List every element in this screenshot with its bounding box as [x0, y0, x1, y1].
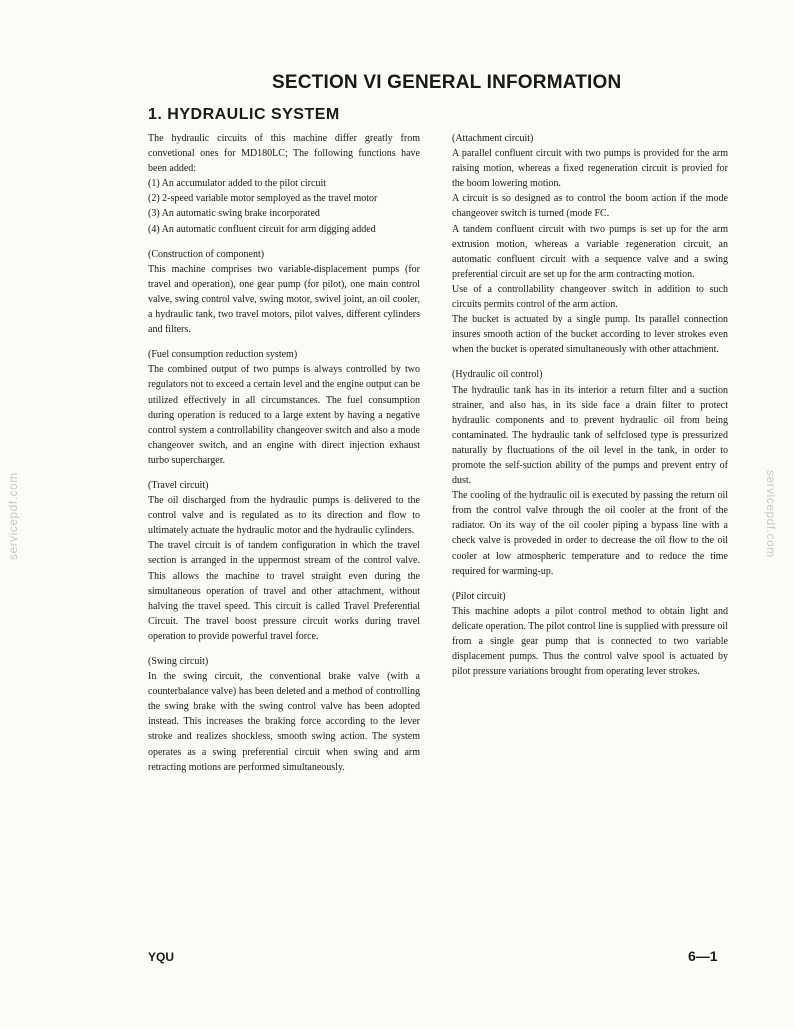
pilot-paragraph: This machine adopts a pilot control method to obtain light and delicate operation. The pilot control line is supplied with pressure oil from a single gear pump that is connected to two variable displacement pumps. Thus the control valve spool is actuated by pilot pressure variations brought from operating lever strokes. [452, 605, 728, 678]
function-list-item: (2) 2-speed variable motor semployed as the travel motor [148, 193, 378, 205]
intro-block [148, 131, 420, 237]
page-title: SECTION VI GENERAL INFORMATION [272, 72, 622, 93]
function-list-item: (4) An automatic confluent circuit for arm digging added [148, 223, 376, 235]
attachment-paragraph-3: A tandem confluent circuit with two pumps is set up for the arm extrusion motion, whereas a variable regeneration circuit, an automatic confluent circuit with a sequence valve and a swing preferential circuit are set up for the arm contracting motion. [452, 223, 728, 280]
attachment-paragraph-5: The bucket is actuated by a single pump. Its parallel connection insures smooth action of the bucket according to lever strokes even when the bucket is operated simultaneously with other attachment. [452, 314, 728, 356]
attachment-block [452, 131, 728, 357]
fuel-block [148, 347, 420, 468]
travel-block [148, 478, 420, 644]
footer-code: YQU [148, 950, 175, 964]
function-list-item: (3) An automatic swing brake incorporated [148, 208, 320, 220]
pilot-heading: (Pilot circuit) [452, 590, 506, 602]
fuel-paragraph: The combined output of two pumps is always controlled by two regulators not to exceed a certain level and the engine output can be utilized effectively in all circumstances. The fuel consumption during operation is reduced to a large extent by having a negative control system a controllability changeover switch and also a mode changeover switch, and an engine with direct injection exhaust turbo supercharger. [148, 364, 420, 466]
construction-block [148, 247, 420, 338]
oil-paragraph-2: The cooling of the hydraulic oil is executed by passing the return oil from the control valve through the oil cooler at the front of the radiator. On its way of the oil cooler piping a bypass line with a check valve is proveded in order to decrease the oil flow to the oil cooler at low atmospheric temperature and to reduce the time required for warming-up. [452, 490, 728, 577]
construction-heading: (Construction of component) [148, 248, 265, 260]
oil-block [452, 367, 728, 578]
attachment-paragraph-1: A parallel confluent circuit with two pumps is provided for the arm raising motion, whereas a fixed regeneration circuit is provied for the boom lowering motion. [452, 148, 728, 190]
intro-paragraph: The hydraulic circuits of this machine differ greatly from convetional ones for MD180LC; The following functions have been added: [148, 133, 420, 175]
watermark-right: servicepdf.com [764, 470, 778, 558]
construction-paragraph: This machine comprises two variable-displacement pumps (for travel and operation), one gear pump (for pilot), one main control valve, swing control valve, swing motor, swivel joint, an oil cooler, a hydraulic tank, two travel motors, pilot valves, different cylinders and filters. [148, 263, 420, 336]
swing-paragraph: In the swing circuit, the conventional brake valve (with a counterbalance valve) has been deleted and a method of controlling the swing brake with the swing control valve has been adopted instead. This increases the braking force according to the lever stroke and realizes shockless, smooth swing action. The system operates as a swing preferential circuit when swing and arm retracting motions are performed simultaneously. [148, 671, 420, 773]
swing-heading: (Swing circuit) [148, 656, 209, 667]
section-heading: 1. HYDRAULIC SYSTEM [148, 106, 340, 123]
attachment-paragraph-2: A circuit is so designed as to control the boom action if the mode changeover switch is turned (mode FC. [452, 193, 728, 220]
watermark-left: servicepdf.com [6, 472, 20, 560]
function-list-item: (1) An accumulator added to the pilot circuit [148, 178, 326, 190]
right-column [452, 131, 728, 689]
travel-heading: (Travel circuit) [148, 479, 209, 491]
page-number: 6—1 [688, 948, 718, 964]
attachment-heading: (Attachment circuit) [452, 133, 534, 144]
travel-paragraph-1: The oil discharged from the hydraulic pumps is delivered to the control valve and is regulated as to its direction and flow to ultimately actuate the hydraulic motor and the hydraulic cylinders. [148, 495, 420, 537]
attachment-paragraph-4: Use of a controllability changeover switch in addition to such circuits permits control of the arm action. [452, 283, 728, 311]
fuel-heading: (Fuel consumption reduction system) [148, 349, 298, 361]
travel-paragraph-2: The travel circuit is of tandem configuration in which the travel section is arranged in the uppermost stream of the control valve. This allows the machine to travel straight even during the simultaneous operation of travel and other attachment, without halving the travel speed. This circuit is called Travel Preferential Circuit. The travel boost pressure circuit works during travel operation to provide powerful travel force. [148, 540, 420, 642]
pilot-block [452, 589, 728, 680]
oil-paragraph-1: The hydraulic tank has in its interior a return filter and a suction strainer, and also has, in its side face a drain filter to protect hydraulic components and to prevent hydraulic oil from being contaminated. The hydraulic tank of selfclosed type is pressurized naturally by fluctuations of the oil level in the tank, in order to promote the self-suction ability of the pumps and prevent entry of dust. [452, 384, 728, 487]
oil-heading: (Hydraulic oil control) [452, 369, 543, 381]
left-column [148, 131, 420, 785]
swing-block [148, 654, 420, 775]
